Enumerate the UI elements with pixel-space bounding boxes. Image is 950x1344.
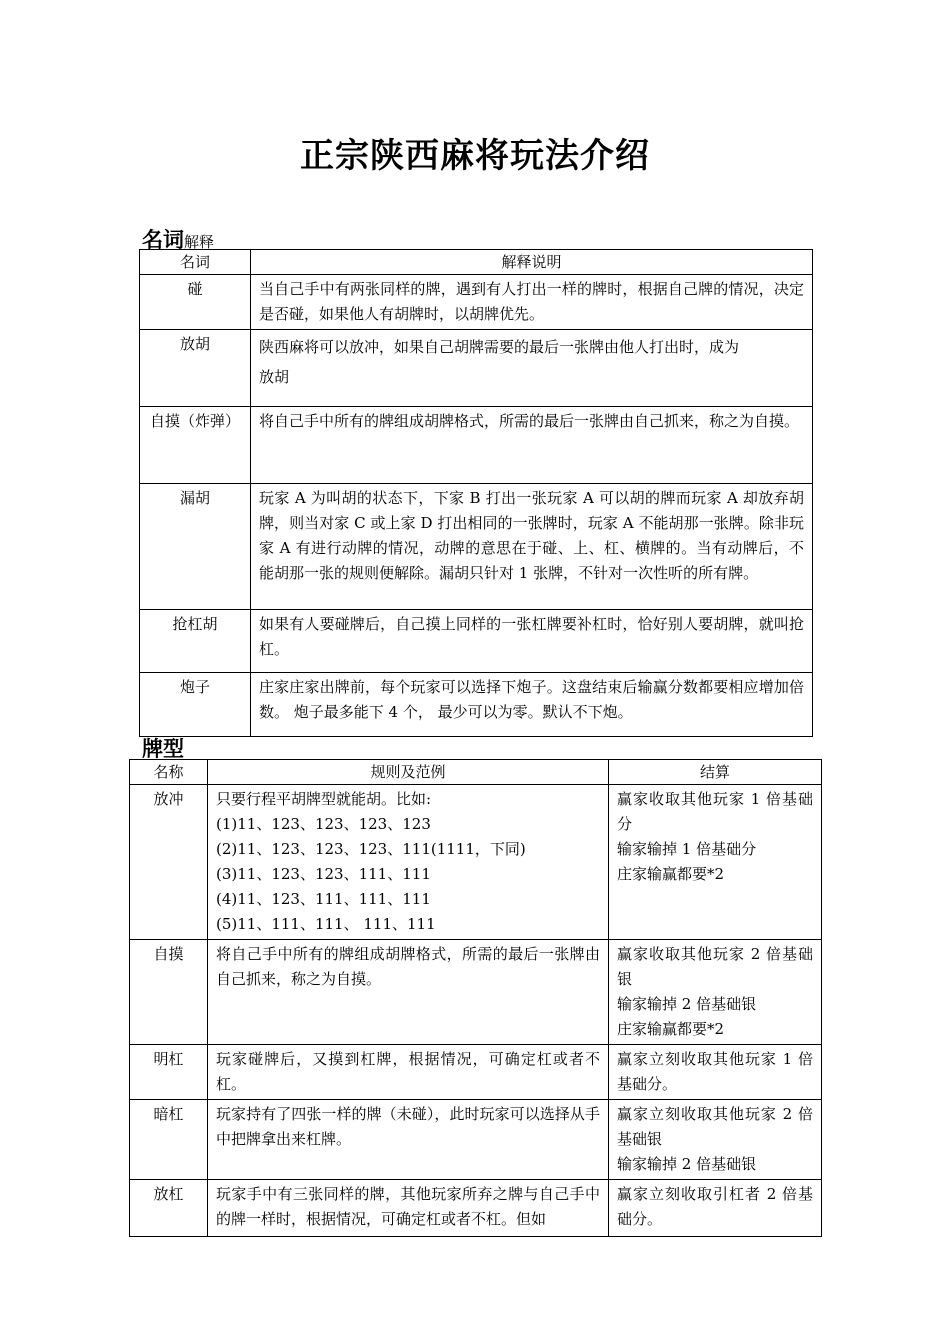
rule-line: (5)11、111、111、 111、111 <box>216 915 436 933</box>
table-row <box>140 275 813 330</box>
term-name: 漏胡 <box>140 484 251 610</box>
section-heading-big: 牌型 <box>142 737 184 761</box>
table-header-row <box>130 760 822 785</box>
type-rule: 玩家碰牌后，又摸到杠牌，根据情况，可确定杠或者不杠。 <box>208 1045 609 1100</box>
type-name: 暗杠 <box>130 1100 208 1180</box>
type-name: 放冲 <box>130 785 208 940</box>
table-row <box>130 1180 822 1237</box>
table-row <box>140 407 813 484</box>
terms-table <box>139 249 813 737</box>
term-desc <box>251 330 813 407</box>
term-name: 抢杠胡 <box>140 610 251 673</box>
table-row <box>140 484 813 610</box>
term-desc: 将自己手中所有的牌组成胡牌格式，所需的最后一张牌由自己抓来，称之为自摸。 <box>251 407 813 484</box>
settle-line: 庄家输赢都要*2 <box>617 1020 725 1038</box>
rule-line: (2)11、123、123、123、111(1111，下同) <box>216 840 526 858</box>
type-name: 明杠 <box>130 1045 208 1100</box>
type-settlement <box>609 1180 822 1237</box>
header-settlement: 结算 <box>609 760 822 785</box>
table-row <box>140 330 813 407</box>
type-rule: 玩家持有了四张一样的牌（未碰），此时玩家可以选择从手中把牌拿出来杠牌。 <box>208 1100 609 1180</box>
type-settlement <box>609 785 822 940</box>
term-name: 碰 <box>140 275 251 330</box>
settle-line: 输家输掉 1 倍基础分 <box>617 840 757 858</box>
tile-types-table <box>129 759 822 1237</box>
rule-line: (4)11、123、111、111、111 <box>216 890 431 908</box>
table-row <box>130 1100 822 1180</box>
table-row <box>140 610 813 673</box>
settle-line: 赢家收取其他玩家 2 倍基础银 <box>617 945 813 988</box>
type-settlement <box>609 940 822 1045</box>
type-name: 自摸 <box>130 940 208 1045</box>
table-row <box>130 1045 822 1100</box>
settle-line: 输家输掉 2 倍基础银 <box>617 995 757 1013</box>
rule-line: (1)11、123、123、123、123 <box>216 815 431 833</box>
settle-line: 赢家立刻收取其他玩家 1 倍基础分。 <box>617 1050 813 1093</box>
type-settlement <box>609 1100 822 1180</box>
term-name: 自摸（炸弹） <box>140 407 251 484</box>
header-explanation: 解释说明 <box>251 250 813 275</box>
type-rule: 将自己手中所有的牌组成胡牌格式，所需的最后一张牌由自己抓来，称之为自摸。 <box>208 940 609 1045</box>
term-desc: 如果有人要碰牌后，自己摸上同样的一张杠牌要补杠时，恰好别人要胡牌，就叫抢杠。 <box>251 610 813 673</box>
rule-line: (3)11、123、123、111、111 <box>216 865 431 883</box>
term-name: 炮子 <box>140 673 251 737</box>
rule-line: 只要行程平胡牌型就能胡。比如: <box>216 790 432 808</box>
settle-line: 赢家收取其他玩家 1 倍基础分 <box>617 790 813 833</box>
term-desc: 玩家 A 为叫胡的状态下，下家 B 打出一张玩家 A 可以胡的牌而玩家 A 却放弃胡牌，则当对家 C 或上家 D 打出相同的一张牌时，玩家 A 不能胡那一张牌。除非玩家 A 有进行动牌的情况，动牌的意思在于碰、上、杠、横牌的。当有动牌后，不能胡那一张的规则便解除。漏胡只针对 1 张牌，不针对一次性听的所有牌。 <box>251 484 813 610</box>
section-heading-big: 名词 <box>142 228 184 252</box>
type-rule <box>208 785 609 940</box>
type-rule: 玩家手中有三张同样的牌，其他玩家所弃之牌与自己手中的牌一样时，根据情况，可确定杠或者不杠。但如 <box>208 1180 609 1237</box>
type-name: 放杠 <box>130 1180 208 1237</box>
term-desc: 庄家庄家出牌前，每个玩家可以选择下炮子。这盘结束后输赢分数都要相应增加倍数。 炮子最多能下 4 个， 最少可以为零。默认不下炮。 <box>251 673 813 737</box>
term-desc-line: 陕西麻将可以放冲，如果自己胡牌需要的最后一张牌由他人打出时，成为 <box>259 338 740 356</box>
table-row <box>130 940 822 1045</box>
type-settlement <box>609 1045 822 1100</box>
settle-line: 输家输掉 2 倍基础银 <box>617 1155 757 1173</box>
settle-line: 庄家输赢都要*2 <box>617 865 725 883</box>
table-header-row <box>140 250 813 275</box>
term-name: 放胡 <box>140 330 251 407</box>
settle-line: 赢家立刻收取其他玩家 2 倍基础银 <box>617 1105 813 1148</box>
term-desc-line: 放胡 <box>259 368 290 386</box>
table-row <box>140 673 813 737</box>
term-desc: 当自己手中有两张同样的牌，遇到有人打出一样的牌时，根据自己牌的情况，决定是否碰，如果他人有胡牌时，以胡牌优先。 <box>251 275 813 330</box>
header-rule: 规则及范例 <box>208 760 609 785</box>
page-title: 正宗陕西麻将玩法介绍 <box>300 136 650 176</box>
header-term: 名词 <box>140 250 251 275</box>
header-name: 名称 <box>130 760 208 785</box>
table-row <box>130 785 822 940</box>
section-heading-small: 解释 <box>184 233 215 251</box>
settle-line: 赢家立刻收取引杠者 2 倍基础分。 <box>617 1185 813 1228</box>
